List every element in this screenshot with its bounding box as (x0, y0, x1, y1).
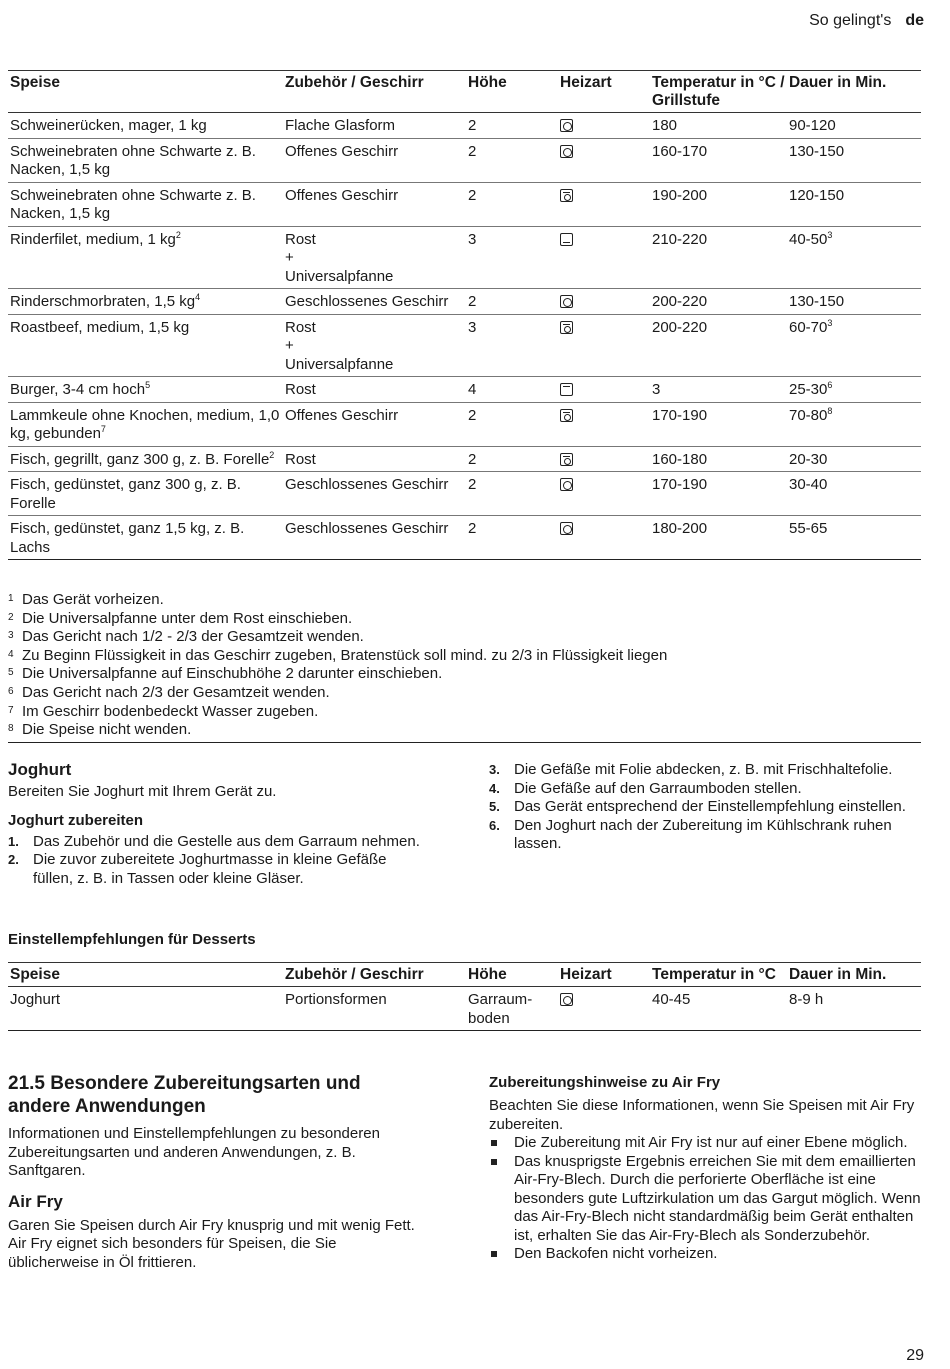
duration-cell (787, 289, 921, 315)
footnote-text: Die Universalpfanne auf Einschubhöhe 2 darunter einschieben. (22, 665, 443, 683)
grill-fan-icon (560, 321, 573, 334)
footnote-text: Das Gerät vorheizen. (22, 591, 164, 608)
heat-cell (558, 289, 650, 315)
duration-cell (787, 516, 921, 560)
table-row (8, 182, 921, 226)
joghurt-title: Joghurt (8, 760, 72, 779)
heat-cell (558, 182, 650, 226)
footnote-text: Das Gericht nach 1/2 - 2/3 der Gesamtzeit wenden. (22, 628, 364, 646)
temperature-cell: 210-220 (652, 230, 708, 248)
level-cell: 2 (468, 406, 477, 424)
bullet-icon (491, 1140, 497, 1146)
heat-cell (558, 402, 650, 446)
accessory-cell: Flache Glasform (285, 117, 396, 134)
column-header: Temperatur in °C / Grillstufe (652, 74, 785, 109)
duration-text: 55-65 (789, 520, 828, 537)
footnote-number: 1 (8, 593, 14, 604)
list-item (489, 761, 921, 780)
joghurt-subtitle: Joghurt zubereiten (8, 811, 144, 829)
temperature-cell: 190-200 (652, 186, 708, 204)
table-row (8, 472, 921, 516)
fan-icon (560, 478, 573, 491)
joghurt-section (8, 760, 428, 888)
footnote-ref: 7 (100, 424, 106, 434)
dish-text: Schweinebraten ohne Schwarte z. B. Nacken, 1,5 kg (10, 142, 256, 178)
column-header: Heizart (560, 966, 612, 983)
level-cell: 2 (468, 293, 477, 310)
footnote-number: 3 (8, 630, 14, 642)
column-header: Zubehör / Geschirr (285, 966, 424, 983)
level-cell: 2 (468, 142, 477, 160)
duration-cell (787, 138, 921, 182)
table-row (8, 226, 921, 289)
section-21-5 (8, 1072, 428, 1272)
dish-cell: Joghurt (10, 991, 61, 1008)
dish-text: Rinderfilet, medium, 1 kg (10, 230, 176, 248)
temperature-cell: 170-190 (652, 476, 708, 493)
table-header-row (8, 71, 921, 113)
footnote-text: Das Gericht nach 2/3 der Gesamtzeit wenden. (22, 683, 330, 701)
footnote-ref: 2 (269, 449, 275, 460)
duration-cell (787, 113, 921, 139)
footnote (8, 627, 921, 646)
footnote (8, 590, 921, 609)
section-title-21-5: 21.5 Besondere Zubereitungsarten und andere Anwendungen (8, 1073, 361, 1117)
step-text: Die Gefäße auf den Garraumboden stellen. (514, 779, 802, 797)
table-row (8, 987, 921, 1031)
table-row (8, 314, 921, 377)
footnotes (8, 590, 921, 743)
temperature-cell: 200-220 (652, 293, 708, 310)
duration-cell (787, 377, 921, 403)
step-number: 3. (489, 762, 500, 777)
duration-text: 25-30 (789, 381, 828, 398)
accessory-cell: Geschlossenes Geschirr (285, 293, 449, 310)
bullet-text: Das knusprigste Ergebnis erreichen Sie mit dem emaillierten Air-Fry-Blech. Durch die perforierte Oberfläche ist eine besonders gute Luftzirkulation um das Gargut möglich. Wenn das Air-Fry-Blech nicht standardmäßig beim Gerät enthalten ist, erhalten Sie das Air-Fry-Blech als Sonderzubehör. (514, 1152, 921, 1244)
footnote (8, 683, 921, 702)
footnote-number: 2 (8, 611, 14, 623)
dish-text: Fisch, gegrillt, ganz 300 g, z. B. Forelle (10, 450, 270, 468)
duration-text: 70-80 (789, 406, 828, 424)
duration-text: 60-70 (789, 318, 828, 336)
step-text: Die zuvor zubereitete Joghurtmasse in kleine Gefäße füllen, z. B. in Tassen oder kleine Gläser. (33, 851, 387, 887)
duration-text: 130-150 (789, 293, 845, 310)
footnote-ref: 3 (827, 229, 833, 240)
column-header: Heizart (560, 74, 612, 91)
footnote-ref: 4 (195, 292, 201, 302)
footnote-number: 8 (8, 723, 14, 735)
heat-cell (558, 446, 650, 472)
joghurt-steps-right (489, 761, 921, 854)
dish-text: Lammkeule ohne Knochen, medium, 1,0 kg, gebunden (10, 406, 280, 442)
step-text: Den Joghurt nach der Zubereitung im Kühlschrank ruhen lassen. (514, 816, 892, 852)
temperature-cell: 3 (652, 381, 661, 398)
dish-cell (8, 516, 283, 560)
list-item (489, 780, 921, 799)
level-cell: 3 (468, 230, 477, 248)
dish-cell (8, 402, 283, 446)
temperature-cell: 180 (652, 117, 678, 134)
grill-fan-icon (560, 409, 573, 422)
column-header: Zubehör / Geschirr (285, 74, 424, 91)
table-row (8, 516, 921, 560)
duration-text: 30-40 (789, 476, 828, 493)
joghurt-steps-left (8, 833, 428, 889)
table-row (8, 138, 921, 182)
duration-text: 20-30 (789, 450, 828, 468)
dish-cell (8, 472, 283, 516)
duration-cell (787, 402, 921, 446)
temperature-cell: 200-220 (652, 318, 708, 336)
dish-cell (8, 226, 283, 289)
list-item (489, 1245, 921, 1264)
footnote (8, 609, 921, 628)
dish-cell (8, 289, 283, 315)
duration-text: 40-50 (789, 230, 828, 248)
duration-text: 130-150 (789, 142, 845, 160)
table-row (8, 402, 921, 446)
fan-icon (560, 145, 573, 158)
language-code: de (905, 12, 924, 29)
bullet-text: Den Backofen nicht vorheizen. (514, 1245, 718, 1262)
temperature-cell: 180-200 (652, 520, 708, 537)
accessory-cell: Portionsformen (285, 991, 387, 1008)
dish-text: Schweinerücken, mager, 1 kg (10, 117, 207, 134)
duration-cell (787, 182, 921, 226)
dish-text: Burger, 3-4 cm hoch (10, 381, 146, 398)
heat-cell (558, 226, 650, 289)
fan-icon (560, 522, 573, 535)
level-cell: 2 (468, 117, 477, 134)
footnote-text: Die Universalpfanne unter dem Rost einschieben. (22, 609, 353, 627)
step-text: Die Gefäße mit Folie abdecken, z. B. mit Frischhaltefolie. (514, 761, 893, 778)
list-item (489, 817, 921, 854)
section-title: So gelingt's (809, 12, 892, 29)
level-cell: 2 (468, 520, 477, 537)
step-number: 2. (8, 852, 19, 867)
duration-cell (787, 472, 921, 516)
dish-cell (8, 182, 283, 226)
table-row (8, 113, 921, 139)
heat-cell (558, 987, 650, 1031)
table-row (8, 446, 921, 472)
column-header: Höhe (468, 966, 507, 983)
airfry-title: Air Fry (8, 1191, 63, 1211)
fan-icon (560, 119, 573, 132)
footnote-number: 7 (8, 704, 14, 716)
dish-text: Fisch, gedünstet, ganz 1,5 kg, z. B. Lachs (10, 520, 245, 556)
temperature-cell: 40-45 (652, 991, 691, 1008)
fan-icon (560, 993, 573, 1006)
table-row (8, 377, 921, 403)
dish-text: Rinderschmorbraten, 1,5 kg (10, 293, 196, 310)
bullet-icon (491, 1159, 497, 1165)
step-number: 4. (489, 780, 500, 796)
page-header (809, 12, 924, 31)
desserts-title: Einstellempfehlungen für Desserts (8, 931, 256, 948)
level-cell: 4 (468, 381, 477, 398)
footnote (8, 646, 921, 665)
heat-cell (558, 516, 650, 560)
footnote (8, 702, 921, 721)
accessory-cell: Rost + Universalpfanne (285, 318, 394, 373)
accessory-cell: Geschlossenes Geschirr (285, 520, 449, 537)
column-header: Speise (10, 966, 60, 983)
footnote-ref: 2 (175, 229, 181, 240)
dish-cell (8, 377, 283, 403)
step-number: 5. (489, 799, 500, 814)
list-item (489, 1153, 921, 1246)
column-header: Dauer in Min. (789, 966, 887, 983)
footnote-text: Im Geschirr bodenbedeckt Wasser zugeben. (22, 702, 319, 720)
level-cell: 2 (468, 476, 477, 493)
dish-text: Schweinebraten ohne Schwarte z. B. Nacken, 1,5 kg (10, 186, 256, 222)
footnote-ref: 5 (145, 380, 151, 390)
dish-cell (8, 113, 283, 139)
accessory-cell: Offenes Geschirr (285, 142, 399, 160)
accessory-cell: Rost (285, 450, 316, 468)
grill-fan-icon (560, 189, 573, 202)
column-header: Temperatur in °C (652, 966, 776, 983)
dish-cell (8, 446, 283, 472)
step-text: Das Gerät entsprechend der Einstellempfehlung einstellen. (514, 798, 906, 815)
level-cell: 2 (468, 186, 477, 204)
footnote-ref: 8 (827, 405, 833, 416)
step-number: 6. (489, 817, 500, 833)
duration-cell (787, 446, 921, 472)
list-item (8, 833, 428, 852)
heat-cell (558, 138, 650, 182)
fan-icon (560, 295, 573, 308)
section-intro: Informationen und Einstellempfehlungen zu besonderen Zubereitungsarten und anderen Anwendungen, z. B. Sanftgaren. (8, 1125, 380, 1179)
step-text: Das Zubehör und die Gestelle aus dem Garraum nehmen. (33, 832, 420, 850)
accessory-cell: Rost (285, 381, 316, 398)
dish-text: Roastbeef, medium, 1,5 kg (10, 318, 190, 336)
accessory-cell: Offenes Geschirr (285, 186, 399, 204)
level-cell: 2 (468, 450, 477, 468)
list-item (489, 798, 921, 817)
heat-cell (558, 113, 650, 139)
desserts-table (8, 962, 921, 1031)
footnote (8, 720, 921, 739)
column-header: Höhe (468, 74, 507, 91)
duration-cell (787, 226, 921, 289)
heat-cell (558, 377, 650, 403)
bullet-text: Die Zubereitung mit Air Fry ist nur auf einer Ebene möglich. (514, 1134, 908, 1151)
footnote-number: 5 (8, 667, 14, 679)
footnote-ref: 3 (827, 317, 833, 328)
grill-icon (560, 383, 573, 396)
level-cell: Garraumboden (468, 991, 533, 1027)
footnote-text: Zu Beginn Flüssigkeit in das Geschirr zugeben, Bratenstück soll mind. zu 2/3 in Flüssigkeit liegen (22, 646, 668, 664)
temperature-cell: 160-170 (652, 142, 708, 160)
footnote-number: 4 (8, 648, 14, 660)
duration-cell (787, 314, 921, 377)
footnote (8, 664, 921, 683)
level-cell: 3 (468, 318, 477, 336)
dish-cell (8, 314, 283, 377)
duration-text: 120-150 (789, 186, 845, 204)
temperature-cell: 160-180 (652, 450, 708, 468)
list-item (8, 851, 428, 888)
list-item (489, 1134, 921, 1153)
hints-intro: Beachten Sie diese Informationen, wenn Sie Speisen mit Air Fry zubereiten. (489, 1097, 915, 1133)
grill-fan-icon (560, 453, 573, 466)
heat-cell (558, 314, 650, 377)
hints-title: Zubereitungshinweise zu Air Fry (489, 1074, 721, 1091)
table-row (8, 289, 921, 315)
table-header-row (8, 963, 921, 987)
bullet-icon (491, 1251, 497, 1257)
footnote-number: 6 (8, 685, 14, 697)
airfry-text: Garen Sie Speisen durch Air Fry knusprig und mit wenig Fett. Air Fry eignet sich besonders für Speisen, die Sie üblicherweise in Öl frittieren. (8, 1216, 415, 1271)
temperature-cell: 170-190 (652, 406, 708, 424)
footnote-ref: 6 (827, 380, 833, 390)
page-number: 29 (906, 1346, 924, 1364)
accessory-cell: Rost + Universalpfanne (285, 230, 394, 285)
accessory-cell: Offenes Geschirr (285, 406, 399, 424)
step-number: 1. (8, 833, 19, 849)
dish-text: Fisch, gedünstet, ganz 300 g, z. B. Forelle (10, 476, 241, 512)
airfry-hints (489, 1073, 921, 1264)
duration-text: 90-120 (789, 117, 836, 134)
duration-cell: 8-9 h (789, 991, 824, 1008)
heat-cell (558, 472, 650, 516)
joghurt-intro: Bereiten Sie Joghurt mit Ihrem Gerät zu. (8, 783, 277, 800)
footnote-text: Die Speise nicht wenden. (22, 721, 192, 739)
dish-cell (8, 138, 283, 182)
top-bottom-heat-icon (560, 233, 573, 246)
column-header: Speise (10, 74, 60, 91)
accessory-cell: Geschlossenes Geschirr (285, 476, 449, 493)
column-header: Dauer in Min. (789, 74, 887, 91)
roast-settings-table (8, 70, 921, 560)
